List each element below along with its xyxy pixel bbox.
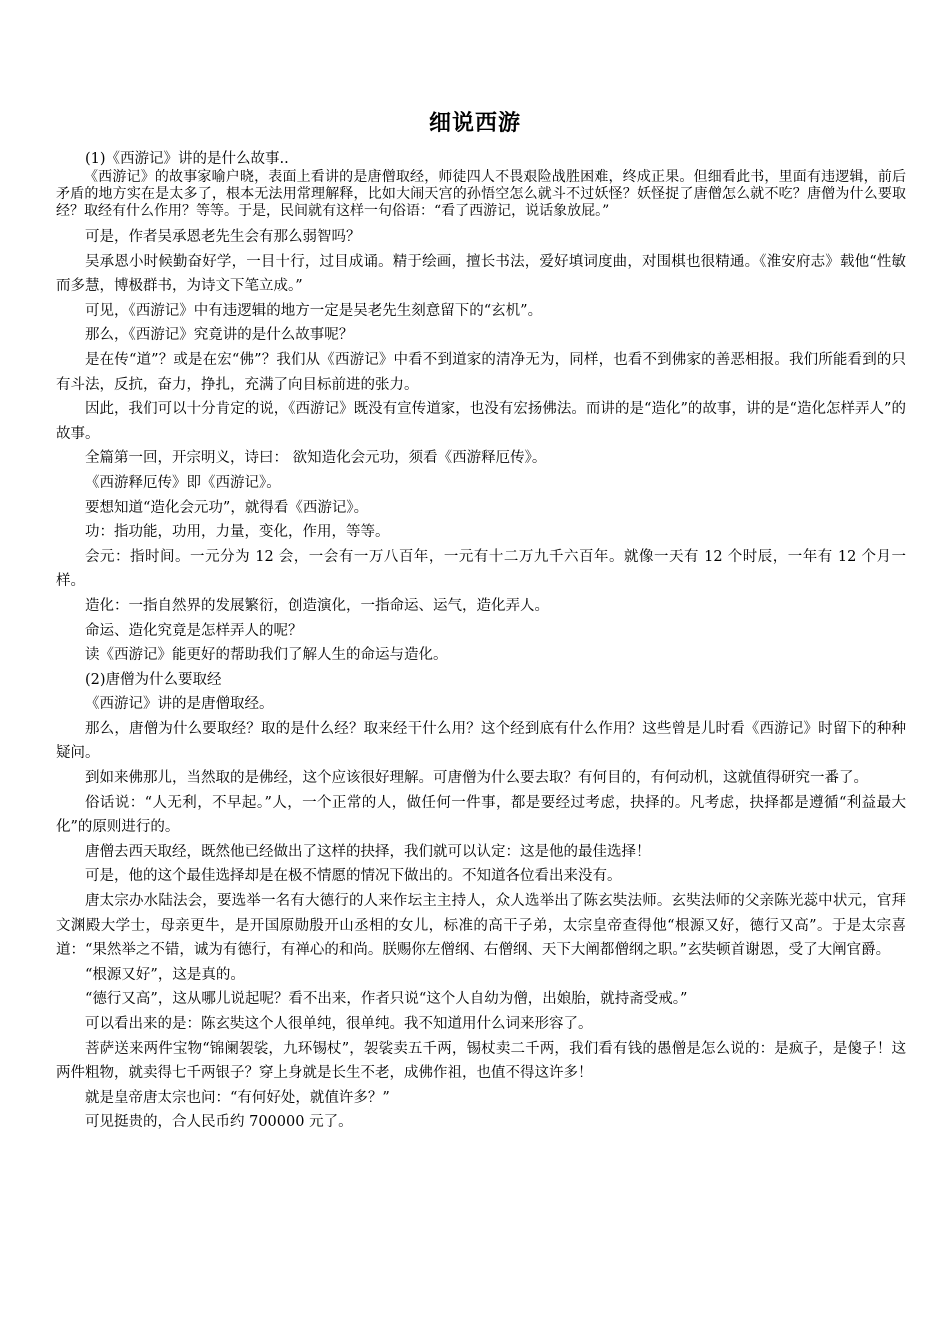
document-title: 细说西游	[428, 110, 521, 136]
paragraph: 是在传“道”？或是在宏“佛”？我们从《西游记》中看不到道家的清净无为，同样，也看不到佛家的善恶相报。我们所能看到的只有斗法，反抗，奋力，挣扎，充满了向目标前进的张力。	[56, 351, 906, 393]
paragraph: 读《西游记》能更好的帮助我们了解人生的命运与造化。	[85, 647, 448, 664]
paragraph: 俗话说：“人无利，不早起。”人，一个正常的人，做任何一件事，都是要经过考虑，抉择的。凡考虑，抉择都是遵循“利益最大化”的原则进行的。	[56, 794, 906, 836]
paragraph: 到如来佛那儿，当然取的是佛经，这个应该很好理解。可唐僧为什么要去取？有何目的，有何动机，这就值得研究一番了。	[85, 770, 868, 787]
paragraph: 可见挺贵的，合人民币约 700000 元了。	[85, 1114, 353, 1131]
paragraph: 可见，《西游记》中有违逻辑的地方一定是吴老先生刻意留下的“玄机”。	[85, 302, 543, 319]
paragraph: 功：指功能，功用，力量，变化，作用，等等。	[85, 524, 390, 541]
section-heading: (2)唐僧为什么要取经	[85, 671, 222, 688]
paragraph: “德行又高”，这从哪儿说起呢？看不出来，作者只说“这个人自幼为僧，出娘胎，就持斋受戒。”	[85, 991, 688, 1008]
paragraph: 因此，我们可以十分肯定的说，《西游记》既没有宣传道家，也没有宏扬佛法。而讲的是“造化”的故事，讲的是“造化怎样弄人”的故事。	[56, 401, 906, 442]
paragraph: (1)《西游记》讲的是什么故事..	[85, 151, 289, 167]
paragraph: 那么，《西游记》究竟讲的是什么故事呢？	[85, 327, 354, 344]
paragraph: 《西游记》的故事家喻户晓，表面上看讲的是唐僧取经，师徒四人不畏艰险战胜困难，终成正果。但细看此书，里面有违逻辑，前后矛盾的地方实在是太多了，根本无法用常理解释，比如大闹天宫的孙悟空怎么就斗不过妖怪？妖怪捉了唐僧怎么就不吃？唐僧为什么要取经？取经有什么作用？等等。于是，民间就有这样一句俗语：“看了西游记，说话象放屁。”	[56, 169, 906, 219]
paragraph: 菩萨送来两件宝物“锦阑袈裟，九环锡杖”，袈裟卖五千两，锡杖卖二千两，我们看有钱的愚僧是怎么说的：是疯子，是傻子！这两件粗物，就卖得七千两银子？穿上身就是长生不老，成佛作祖，也值不得这许多！	[56, 1040, 906, 1082]
paragraph: 可以看出来的是：陈玄奘这个人很单纯，很单纯。我不知道用什么词来形容了。	[85, 1016, 593, 1032]
document-body	[56, 150, 906, 1137]
paragraph: 唐僧去西天取经，既然他已经做出了这样的抉择，我们就可以认定：这是他的最佳选择！	[85, 843, 651, 860]
paragraph: 可是，作者吴承恩老先生会有那么弱智吗？	[85, 229, 361, 245]
paragraph: 可是，他的这个最佳选择却是在极不情愿的情况下做出的。不知道各位看出来没有。	[85, 868, 622, 885]
paragraph: 吴承恩小时候勤奋好学，一目十行，过目成诵。精于绘画，擅长书法，爱好填词度曲，对围棋也很精通。《淮安府志》载他“性敏而多慧，博极群书，为诗文下笔立成。”	[56, 253, 906, 295]
paragraph: 命运、造化究竟是怎样弄人的呢？	[85, 622, 303, 639]
paragraph: 《西游释厄传》即《西游记》。	[85, 474, 281, 491]
paragraph: 唐太宗办水陆法会，要选举一名有大德行的人来作坛主主持人，众人选举出了陈玄奘法师。玄奘法师的父亲陈光蕊中状元，官拜文渊殿大学士，母亲更牛，是开国原勋殷开山丞相的女儿，标准的高干子弟，太宗皇帝查得他“根源又好，德行又高”。于是太宗喜道：“果然举之不错，诚为有德行，有禅心的和尚。朕赐你左僧纲、右僧纲、天下大阐都僧纲之职。”玄奘顿首谢恩，受了大阐官爵。	[56, 893, 906, 959]
paragraph: 会元：指时间。一元分为 12 会，一会有一万八百年，一元有十二万九千六百年。就像一天有 12 个时辰，一年有 12 个月一样。	[56, 548, 906, 590]
paragraph: 全篇第一回，开宗明义，诗曰： 欲知造化会元功，须看《西游释厄传》。	[85, 450, 547, 467]
paragraph: “根源又好”，这是真的。	[85, 966, 245, 983]
paragraph: 就是皇帝唐太宗也问：“有何好处，就值许多？”	[85, 1089, 390, 1106]
paragraph: 要想知道“造化会元功”，就得看《西游记》。	[85, 499, 369, 516]
paragraph: 《西游记》讲的是唐僧取经。	[85, 696, 274, 713]
paragraph: 那么，唐僧为什么要取经？取的是什么经？取来经干什么用？这个经到底有什么作用？这些曾是儿时看《西游记》时留下的种种疑问。	[56, 720, 906, 762]
paragraph: 造化：一指自然界的发展繁衍，创造演化，一指命运、运气，造化弄人。	[85, 597, 549, 614]
